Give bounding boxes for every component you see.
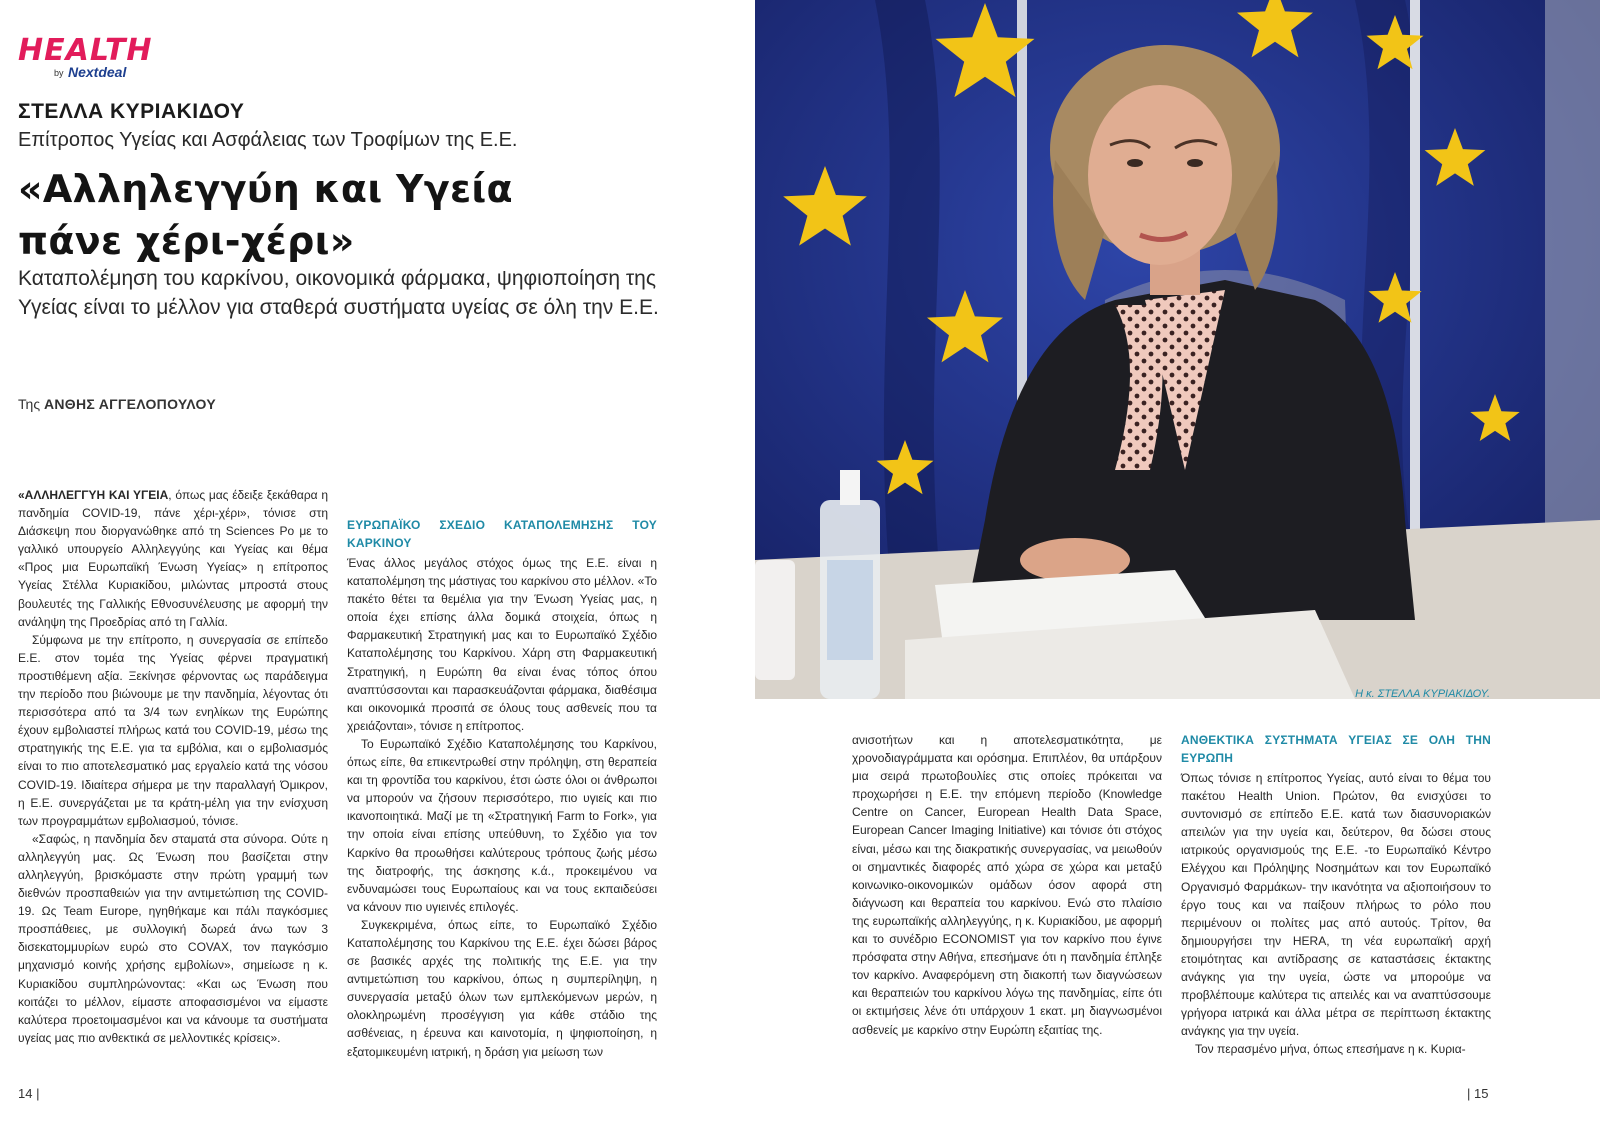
brand-logo-partner: Nextdeal bbox=[68, 64, 127, 80]
article-column-3 bbox=[852, 731, 1162, 1039]
person-role: Επίτροπος Υγείας και Ασφάλειας των Τροφίμων της Ε.Ε. bbox=[18, 129, 518, 151]
lead-bold: «ΑΛΛΗΛΕΓΓΥΗ ΚΑΙ ΥΓΕΙΑ bbox=[18, 488, 169, 502]
article-column-2 bbox=[347, 486, 657, 1061]
byline-prefix: Της bbox=[18, 396, 41, 412]
page-number-left: 14 | bbox=[18, 1086, 40, 1101]
headline bbox=[18, 163, 718, 267]
flag-pole bbox=[1410, 0, 1420, 540]
commissioner-photo-illustration bbox=[755, 0, 1600, 699]
body-paragraph: Συγκεκριμένα, όπως είπε, το Ευρωπαϊκό Σχέδιο Καταπολέμησης του Καρκίνου της Ε.Ε. έχει δώσει βάρος σε βασικές αρχές της πολιτικής της Ε.Ε. για την αντιμετώπιση του καρκίνου, όπως η συμπερίληψη, η συνεργασία μεταξύ όλων των εμπλεκόμενων μερών, η ολοκληρωμένη προσέγγιση για κάθε στάδιο της ασθένειας, η έρευνα και καινοτομία, η ψηφιοποίηση, η εξατομικευμένη ιατρική, η δράση για μείωση των bbox=[347, 917, 657, 1059]
article-column-1 bbox=[18, 486, 328, 1047]
section-heading: ΕΥΡΩΠΑΪΚΟ ΣΧΕΔΙΟ ΚΑΤΑΠΟΛΕΜΗΣΗΣ ΤΟΥ ΚΑΡΚΙΝΟΥ bbox=[347, 518, 657, 550]
subheadline: Καταπολέμηση του καρκίνου, οικονομικά φάρμακα, ψηφιοποίηση της Υγείας είναι το μέλλον για σταθερά συστήματα υγείας σε όλη την Ε.Ε. bbox=[18, 267, 659, 319]
byline-author: ΑΝΘΗΣ ΑΓΓΕΛΟΠΟΥΛΟΥ bbox=[43, 396, 216, 412]
headline-line-1: «Αλληλεγγύη και Υγεία bbox=[18, 167, 513, 211]
section-heading: ΑΝΘΕΚΤΙΚΑ ΣΥΣΤΗΜΑΤΑ ΥΓΕΙΑΣ ΣΕ ΟΛΗ ΤΗΝ ΕΥΡΩΠΗ bbox=[1181, 733, 1491, 765]
bottle-label bbox=[827, 560, 873, 660]
body-paragraph: «Σαφώς, η πανδημία δεν σταματά στα σύνορα. Ούτε η αλληλεγγύη μας. Ως Ένωση που βασίζεται στην αλληλεγγύη, βρισκόμαστε στην πρώτη γραμμή των διεθνών προσπαθειών για την αντιμετώπιση της COVID-19. Ως Team Europe, ηγηθήκαμε και πάλι παγκόσμιες προσπάθειες, με συλλογική δωρεά άνω των 3 δισεκατομμυρίων ευρώ στο COVAX, τον παγκόσμιο μηχανισμό κοινής χρήσης εμβολίων», σημείωσε η κ. Κυριακίδου συμπληρώνοντας: «Και ως Ένωση που κοιτάζει το μέλλον, είμαστε αποφασισμένοι να είμαστε καλύτερα προετοιμασμένοι και να κάνουμε τα συστήματα υγείας μας πιο ανθεκτικά σε μελλοντικές κρίσεις». bbox=[18, 831, 328, 1045]
mug bbox=[755, 560, 795, 680]
body-paragraph: Τον περασμένο μήνα, όπως επεσήμανε η κ. Κυρια- bbox=[1195, 1042, 1466, 1057]
byline bbox=[18, 396, 216, 412]
eye bbox=[1127, 159, 1143, 167]
body-paragraph-continued: ανισοτήτων και η αποτελεσματικότητα, με χρονοδιαγράμματα και ορόσημα. Επιπλέον, θα υπάρξουν μια σειρά πρωτοβουλίες στις οποίες πρόκειται να προχωρήσει η Ε.Ε. την επόμενη περίοδο (Knowledge Centre on Cancer, European Health Data Space, European Cancer Imaging Initiative) και τόνισε ότι στόχος είναι, μέσω και της διακρατικής συνεργασίας, να μειωθούν οι σημαντικές διαφορές από χώρα σε χώρα και μεταξύ κοινωνικο-οικονομικών ομάδων όσον αφορά στη διάγνωση και θεραπεία του καρκίνου. Ενώ στο πλαίσιο της ευρωπαϊκής αλληλεγγύης, η κ. Κυριακίδου, με αφορμή και το συνέδριο ECONOMIST για τον καρκίνο που έγινε πρόσφατα στην Αθήνα, επεσήμανε ότι η πανδημία έπληξε τον καρκίνο. Αναφερόμενη στη διακοπή των διαγνώσεων και θεραπειών του καρκίνου λόγω της πανδημίας, είπε ότι οι εκτιμήσεις λένε ότι υπάρχουν 1 εκατ. μη διαγνωσμένοι ασθενείς με καρκίνο στην Ευρώπη εξαιτίας της. bbox=[852, 733, 1162, 1037]
brand-logo-by: by bbox=[54, 68, 64, 78]
bottle-pump bbox=[840, 470, 860, 505]
article-photo bbox=[755, 0, 1600, 699]
brand-logo-health: HEALTH bbox=[18, 33, 153, 68]
body-paragraph: Ένας άλλος μεγάλος στόχος όμως της Ε.Ε. είναι η καταπολέμηση της μάστιγας του καρκίνου στο μέλλον. «Το πακέτο θέτει τα θεμέλια για την Ένωση Υγείας μας, η οποία έχει επίσης άλλα δομικά στοιχεία, όπως η Φαρμακευτική Στρατηγική μας και το Ευρωπαϊκό Σχέδιο Καταπολέμησης του Καρκίνου. Χάρη στη Φαρμακευτική Στρατηγική, η Ευρώπη θα είναι ένας τόπος όπου αναπτύσσονται και παρασκευάζονται φάρμακα, διαθέσιμα και οικονομικά προσιτά σε όλους τους ασθενείς που τα χρειάζονται», τόνισε η επίτροπος. bbox=[347, 556, 657, 733]
body-paragraph: Σύμφωνα με την επίτροπο, η συνεργασία σε επίπεδο Ε.Ε. στον τομέα της Υγείας φέρνει πραγματική προστιθέμενη αξία. Ξεκίνησε φέρνοντας ως παράδειγμα την περίοδο που βιώνουμε με την πανδημία, λέγοντας ότι περισσότερα από τα 3/4 των ενηλίκων της Ευρώπης έχουν εμβολιαστεί πλήρως κατά του COVID-19, μέσω της στρατηγικής της Ε.Ε. για τα εμβόλια, και ο εμβολιασμός είναι το πιο αποτελεσματικό μας εργαλείο κατά της νόσου COVID-19. Ιδιαίτερα σήμερα με την παραλλαγή Όμικρον, η Ε.Ε. συνεργάζεται με τα κράτη-μέλη για την ενίσχυση των προγραμμάτων εμβολιασμού, τόνισε. bbox=[18, 632, 328, 828]
lead-rest: , όπως μας έδειξε ξεκάθαρα η πανδημία COVID-19, πάνε χέρι-χέρι», τόνισε στη Διάσκεψη που διοργανώθηκε από τη Sciences Po με το γαλλικό υπουργείο Αλληλεγγύης και Υγείας και θέμα «Προς μια Ευρωπαϊκή Ένωση Υγείας» η επίτροπος Υγείας Στέλλα Κυριακίδου, μιλώντας μπροστά στους βουλευτές της Γαλλικής Εθνοσυνέλευσης με αφορμή την ανάληψη της Προεδρίας από τη Γαλλία. bbox=[18, 488, 328, 629]
photo-caption: Η κ. ΣΤΕΛΛΑ ΚΥΡΙΑΚΙΔΟΥ. bbox=[1355, 688, 1490, 700]
article-column-4 bbox=[1181, 731, 1491, 1059]
body-paragraph: Το Ευρωπαϊκό Σχέδιο Καταπολέμησης του Καρκίνου, όπως είπε, θα επικεντρωθεί στην πρόληψη, στη θεραπεία και τη φροντίδα του καρκίνου, έτσι ώστε όλοι οι άνθρωποι να μπορούν να ζήσουν περισσότερο, πιο υγιείς και πιο ικανοποιητικά. Μαζί με τη «Στρατηγική Farm to Fork», για την οποία είναι επίσης υπεύθυνη, το Σχέδιο για τον Καρκίνο θα προωθήσει καλύτερους τρόπους ζωής μέσω της διατροφής, της άσκησης κ.ά., προκειμένου να ενδυναμώσει τους Ευρωπαίους και να τους εκπαιδεύσει να κάνουν πιο υγιεινές επιλογές. bbox=[347, 736, 657, 914]
headline-line-2: πάνε χέρι-χέρι» bbox=[18, 219, 355, 263]
body-paragraph: Όπως τόνισε η επίτροπος Υγείας, αυτό είναι το θέμα του πακέτου Health Union. Πρώτον, θα ενισχύσει το συντονισμό σε επίπεδο Ε.Ε. κατά των διασυνοριακών απειλών για την υγεία και, δεύτερον, θα δώσει στους ιατρικούς οργανισμούς της Ε.Ε. -το Ευρωπαϊκό Κέντρο Ελέγχου και Πρόληψης Νοσημάτων και τον Ευρωπαϊκό Οργανισμό Φαρμάκων- την ικανότητα να αξιοποιήσουν το έργο τους και να παίξουν πλήρως το ρόλο που περιμένουν οι πολίτες μας από αυτούς. Τρίτον, θα δημιουργήσει την HERA, τη νέα ευρωπαϊκή αρχή ετοιμότητας και αντίδρασης σε καταστάσεις έκτακτης ανάγκης για την υγεία, ώστε να μπορούμε να προβλέπουμε καλύτερα τις απειλές και να αναπτύσσουμε γρήγορα ιατρικά και άλλα μέτρα σε περίπτωση έκτακτης ανάγκης για την υγεία. bbox=[1181, 771, 1491, 1039]
eye bbox=[1187, 159, 1203, 167]
lead-paragraph bbox=[18, 486, 328, 631]
page-number-right: | 15 bbox=[1467, 1086, 1489, 1101]
person-name: ΣΤΕΛΛΑ ΚΥΡΙΑΚΙΔΟΥ bbox=[18, 100, 245, 123]
